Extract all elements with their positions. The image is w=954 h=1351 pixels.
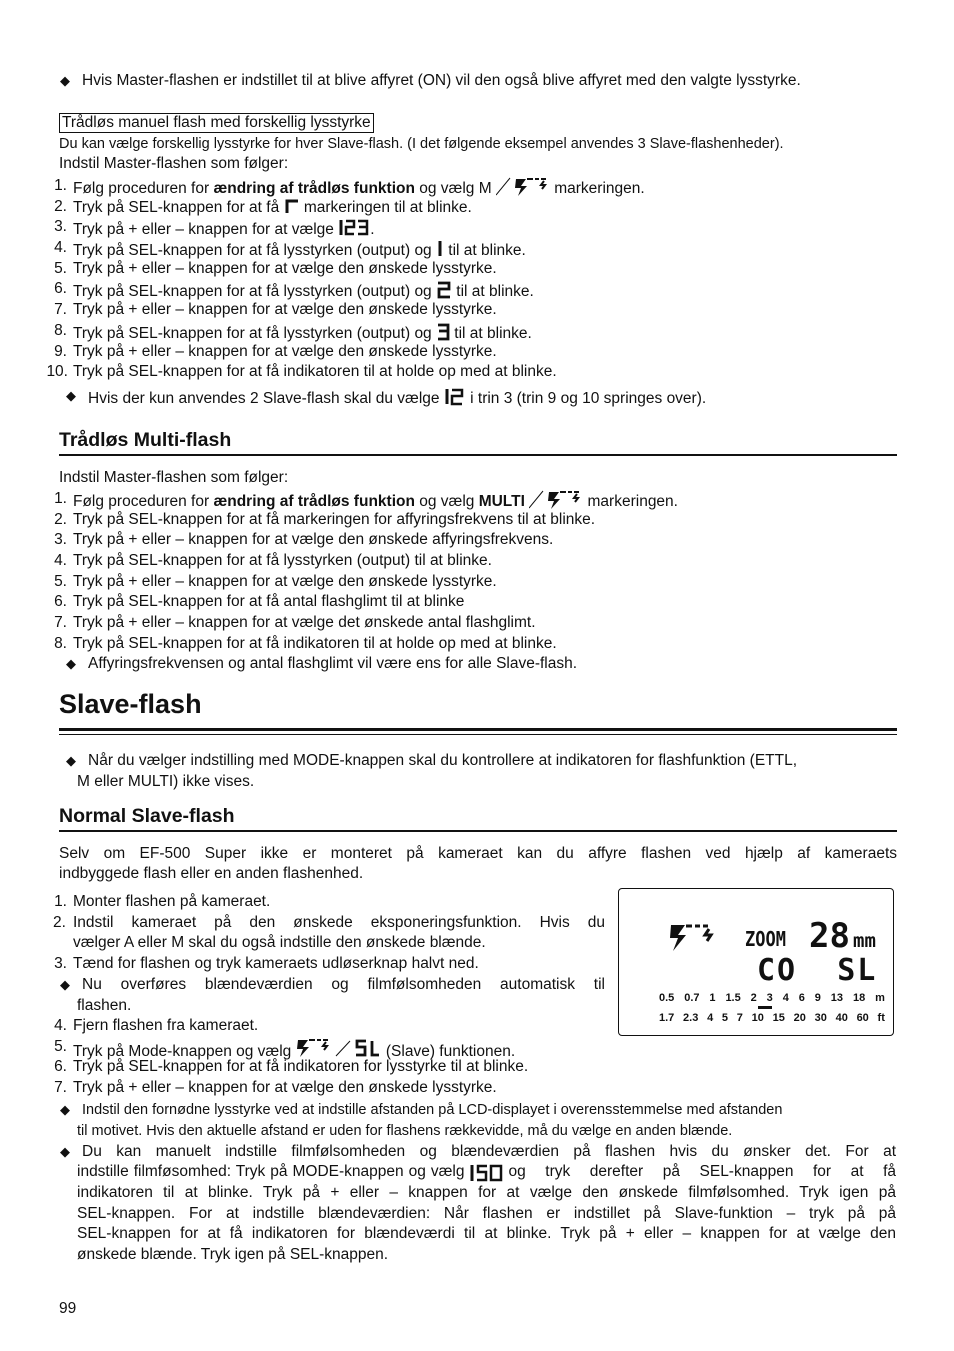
list-item: 2. Tryk på SEL-knappen for at få markeringen til at blinke.: [54, 197, 472, 216]
lcd-display: [618, 888, 894, 1036]
manual-note: ◆ Hvis der kun anvendes 2 Slave-flash skal du vælge i trin 3 (trin 9 og 10 springes over).: [88, 386, 706, 410]
manual-steps: [46, 176, 645, 383]
list-item: 6. Tryk på SEL-knappen for at få lysstyrken (output) og til at blinke.: [54, 280, 534, 301]
list-item: 4. Fjern flashen fra kameraet.: [54, 1017, 259, 1034]
slave-note: ◆ Når du vælger indstilling med MODE-knappen skal du kontrollere at indikatoren for flashfunktion (ETTL,: [88, 751, 797, 772]
scale-ft: 15: [772, 1012, 785, 1024]
scale-m: 1.5: [725, 992, 741, 1004]
scale-m: m: [875, 992, 885, 1004]
slave-12-icon: [444, 386, 466, 406]
slave-group-icon: [284, 197, 300, 215]
slave-bullet-3-l2: indstille filmføsomhed: Tryk på MODE-knappen og vælg og tryk derefter på SEL-knappen for at få: [77, 1162, 896, 1184]
multi-lead: Indstil Master-flashen som følger:: [59, 469, 289, 486]
scale-m: 0.7: [684, 992, 700, 1004]
slave-intro-l2: indbyggede flash eller en anden flashenhed.: [59, 865, 364, 882]
slave-bullet-3-l3: indikatoren til at blinke. Tryk på + eller – knappen for at vælge den ønskede filmfølsomhed. Tryk igen på: [77, 1184, 896, 1201]
slave-bullet-1: ◆ Nu overføres blændeværdien og filmfølsomheden automatisk til: [82, 975, 605, 996]
list-item: 7. Tryk på + eller – knappen for at vælge den ønskede lysstyrke.: [54, 301, 497, 319]
list-item: 7. Tryk på + eller – knappen for at vælge den ønskede lysstyrke.: [54, 1079, 497, 1097]
slave-bullet-3-l4: SEL-knappen. For at indstille blændeværdien: Når flashen er indstillet på Slave-funktion – tryk på på: [77, 1205, 896, 1222]
scale-m: 13: [830, 992, 844, 1004]
scale-m: 9: [814, 992, 821, 1004]
zoom-unit: mm: [853, 930, 876, 952]
multi-heading: Trådløs Multi-flash: [59, 430, 897, 456]
list-item: 10. Tryk på SEL-knappen for at få indikatoren til at holde op med at blinke.: [46, 363, 557, 381]
list-item: 2. Indstil kameraet på den ønskede eksponeringsfunktion. Hvis du: [53, 913, 605, 931]
list-item: vælger A eller M skal du også indstille den ønskede blænde.: [73, 934, 486, 952]
scale-m: 18: [852, 992, 866, 1004]
distance-marker: [758, 1006, 772, 1009]
list-item: 8. Tryk på SEL-knappen for at få lysstyrken (output) og til at blinke.: [54, 321, 532, 342]
slave-steps-b: [54, 1016, 529, 1099]
scale-ft: 1.7: [659, 1012, 675, 1024]
wireless-flash-icon: [529, 489, 583, 509]
multi-note: ◆ Affyringsfrekvensen og antal flashglimt vil være ens for alle Slave-flash.: [88, 654, 577, 675]
list-item: 9. Tryk på + eller – knappen for at vælge den ønskede lysstyrke.: [54, 342, 497, 360]
slave-title: Slave-flash: [59, 689, 202, 719]
wireless-flash-icon: [669, 923, 719, 953]
slave-intro-l1: Selv om EF-500 Super ikke er monteret på kameraet kan du affyre flashen ved hjælp af kameraets: [59, 845, 897, 862]
scale-ft: 10: [751, 1012, 764, 1024]
list-item: 1. Følg proceduren for ændring af trådløs funktion og vælg M markeringen.: [54, 177, 645, 197]
title-rule: [59, 728, 897, 735]
list-item: 1. Følg proceduren for ændring af trådløs funktion og vælg MULTI markeringen.: [54, 490, 678, 510]
zoom-value: 28: [809, 916, 850, 956]
list-item: 6. Tryk på SEL-knappen for at få indikatoren for lysstyrke til at blinke.: [54, 1058, 529, 1076]
list-item: 6. Tryk på SEL-knappen for at få antal flashglimt til at blinke: [54, 593, 465, 611]
scale-ft: 60: [856, 1012, 869, 1024]
slave-123-icon: [338, 217, 370, 237]
slave-mode-icon: [296, 1037, 382, 1059]
slave-bullet-2-cont: til motivet. Hvis den aktuelle afstand er uden for flashens rækkevidde, må du vælge en anden blænde.: [77, 1123, 733, 1139]
scale-ft: 20: [793, 1012, 806, 1024]
slave-note-cont: M eller MULTI) ikke vises.: [77, 773, 255, 790]
list-item: 4. Tryk på SEL-knappen for at få lysstyrken (output) og til at blinke.: [54, 239, 526, 260]
list-item: 2. Tryk på SEL-knappen for at få markeringen for affyringsfrekvens til at blinke.: [54, 510, 596, 528]
list-item: 5. Tryk på Mode-knappen og vælg (Slave) funktionen.: [54, 1037, 516, 1060]
slave-1-icon: [436, 238, 444, 258]
scale-ft: 40: [835, 1012, 848, 1024]
mode-readout: CO SL: [757, 953, 878, 988]
slave-bullet-3-l5: SEL-knappen for at få indikatoren for blændeværdi til at blinke. Tryk på + eller – knappen for at vælge den: [77, 1225, 896, 1242]
iso-icon: [469, 1162, 505, 1184]
list-item: 7. Tryk på + eller – knappen for at vælge det ønskede antal flashglimt.: [54, 614, 536, 632]
manual-section-title: Trådløs manuel flash med forskellig lysstyrke: [59, 113, 374, 134]
list-item: 4. Tryk på SEL-knappen for at få lysstyrken (output) til at blinke.: [54, 552, 492, 570]
scale-ft: 5: [721, 1012, 729, 1024]
scale-m: 1: [709, 992, 716, 1004]
slave-bullet-1-cont: flashen.: [77, 997, 132, 1014]
list-item: 5. Tryk på + eller – knappen for at vælge den ønskede lysstyrke.: [54, 572, 497, 590]
scale-ft: 7: [736, 1012, 743, 1024]
scale-m: 0.5: [659, 992, 675, 1004]
list-item: 8. Tryk på SEL-knappen for at få indikatoren til at holde op med at blinke.: [54, 634, 557, 652]
list-item: 1. Monter flashen på kameraet.: [54, 893, 271, 910]
slave-3-icon: [436, 321, 450, 341]
slave-bullet-3: ◆ Du kan manuelt indstille filmfølsomheden og blændeværdien på flashen hvis du ønsker det. For at: [82, 1142, 896, 1163]
list-item: 5. Tryk på + eller – knappen for at vælge den ønskede lysstyrke.: [54, 259, 497, 277]
manual-description: Du kan vælge forskellig lysstyrke for hver Slave-flash. (I det følgende eksempel anvendes 3 Slave-flashenheder).: [59, 136, 784, 152]
scale-ft: 30: [814, 1012, 827, 1024]
multi-steps: [54, 489, 678, 655]
list-item: 3. Tryk på + eller – knappen for at vælge den ønskede affyringsfrekvens.: [54, 531, 554, 549]
feet-scale: [659, 1011, 885, 1025]
scale-ft: ft: [877, 1012, 885, 1024]
list-item: 3. Tænd for flashen og tryk kameraets udløserknap halvt ned.: [54, 955, 479, 973]
slave-2-icon: [436, 279, 452, 299]
manual-lead: Indstil Master-flashen som følger:: [59, 155, 289, 172]
scale-ft: 4: [707, 1012, 714, 1024]
meter-scale: [659, 991, 885, 1005]
slave-steps-a: [53, 892, 605, 975]
slave-bullet-2: ◆ Indstil den fornødne lysstyrke ved at indstille afstanden på LCD-displayet i overensstemmelse med afstanden: [82, 1100, 782, 1121]
page-number: 99: [59, 1300, 77, 1317]
zoom-label: ZOOM: [745, 927, 786, 951]
scale-ft: 2.3: [683, 1012, 699, 1024]
scale-m: 4: [782, 992, 789, 1004]
normal-slave-heading: Normal Slave-flash: [59, 806, 897, 832]
scale-m: 6: [798, 992, 805, 1004]
wireless-flash-icon: [496, 176, 550, 196]
slave-bullet-3-l6: ønskede blænde. Tryk igen på SEL-knappen.: [77, 1246, 389, 1263]
scale-m: 2: [750, 992, 757, 1004]
scale-m: 3: [766, 992, 773, 1004]
intro-bullet: ◆ Hvis Master-flashen er indstillet til at blive affyret (ON) vil den også blive affyret med den valgte lysstyrke.: [82, 71, 801, 92]
list-item: 3. Tryk på + eller – knappen for at vælge .: [54, 218, 375, 239]
